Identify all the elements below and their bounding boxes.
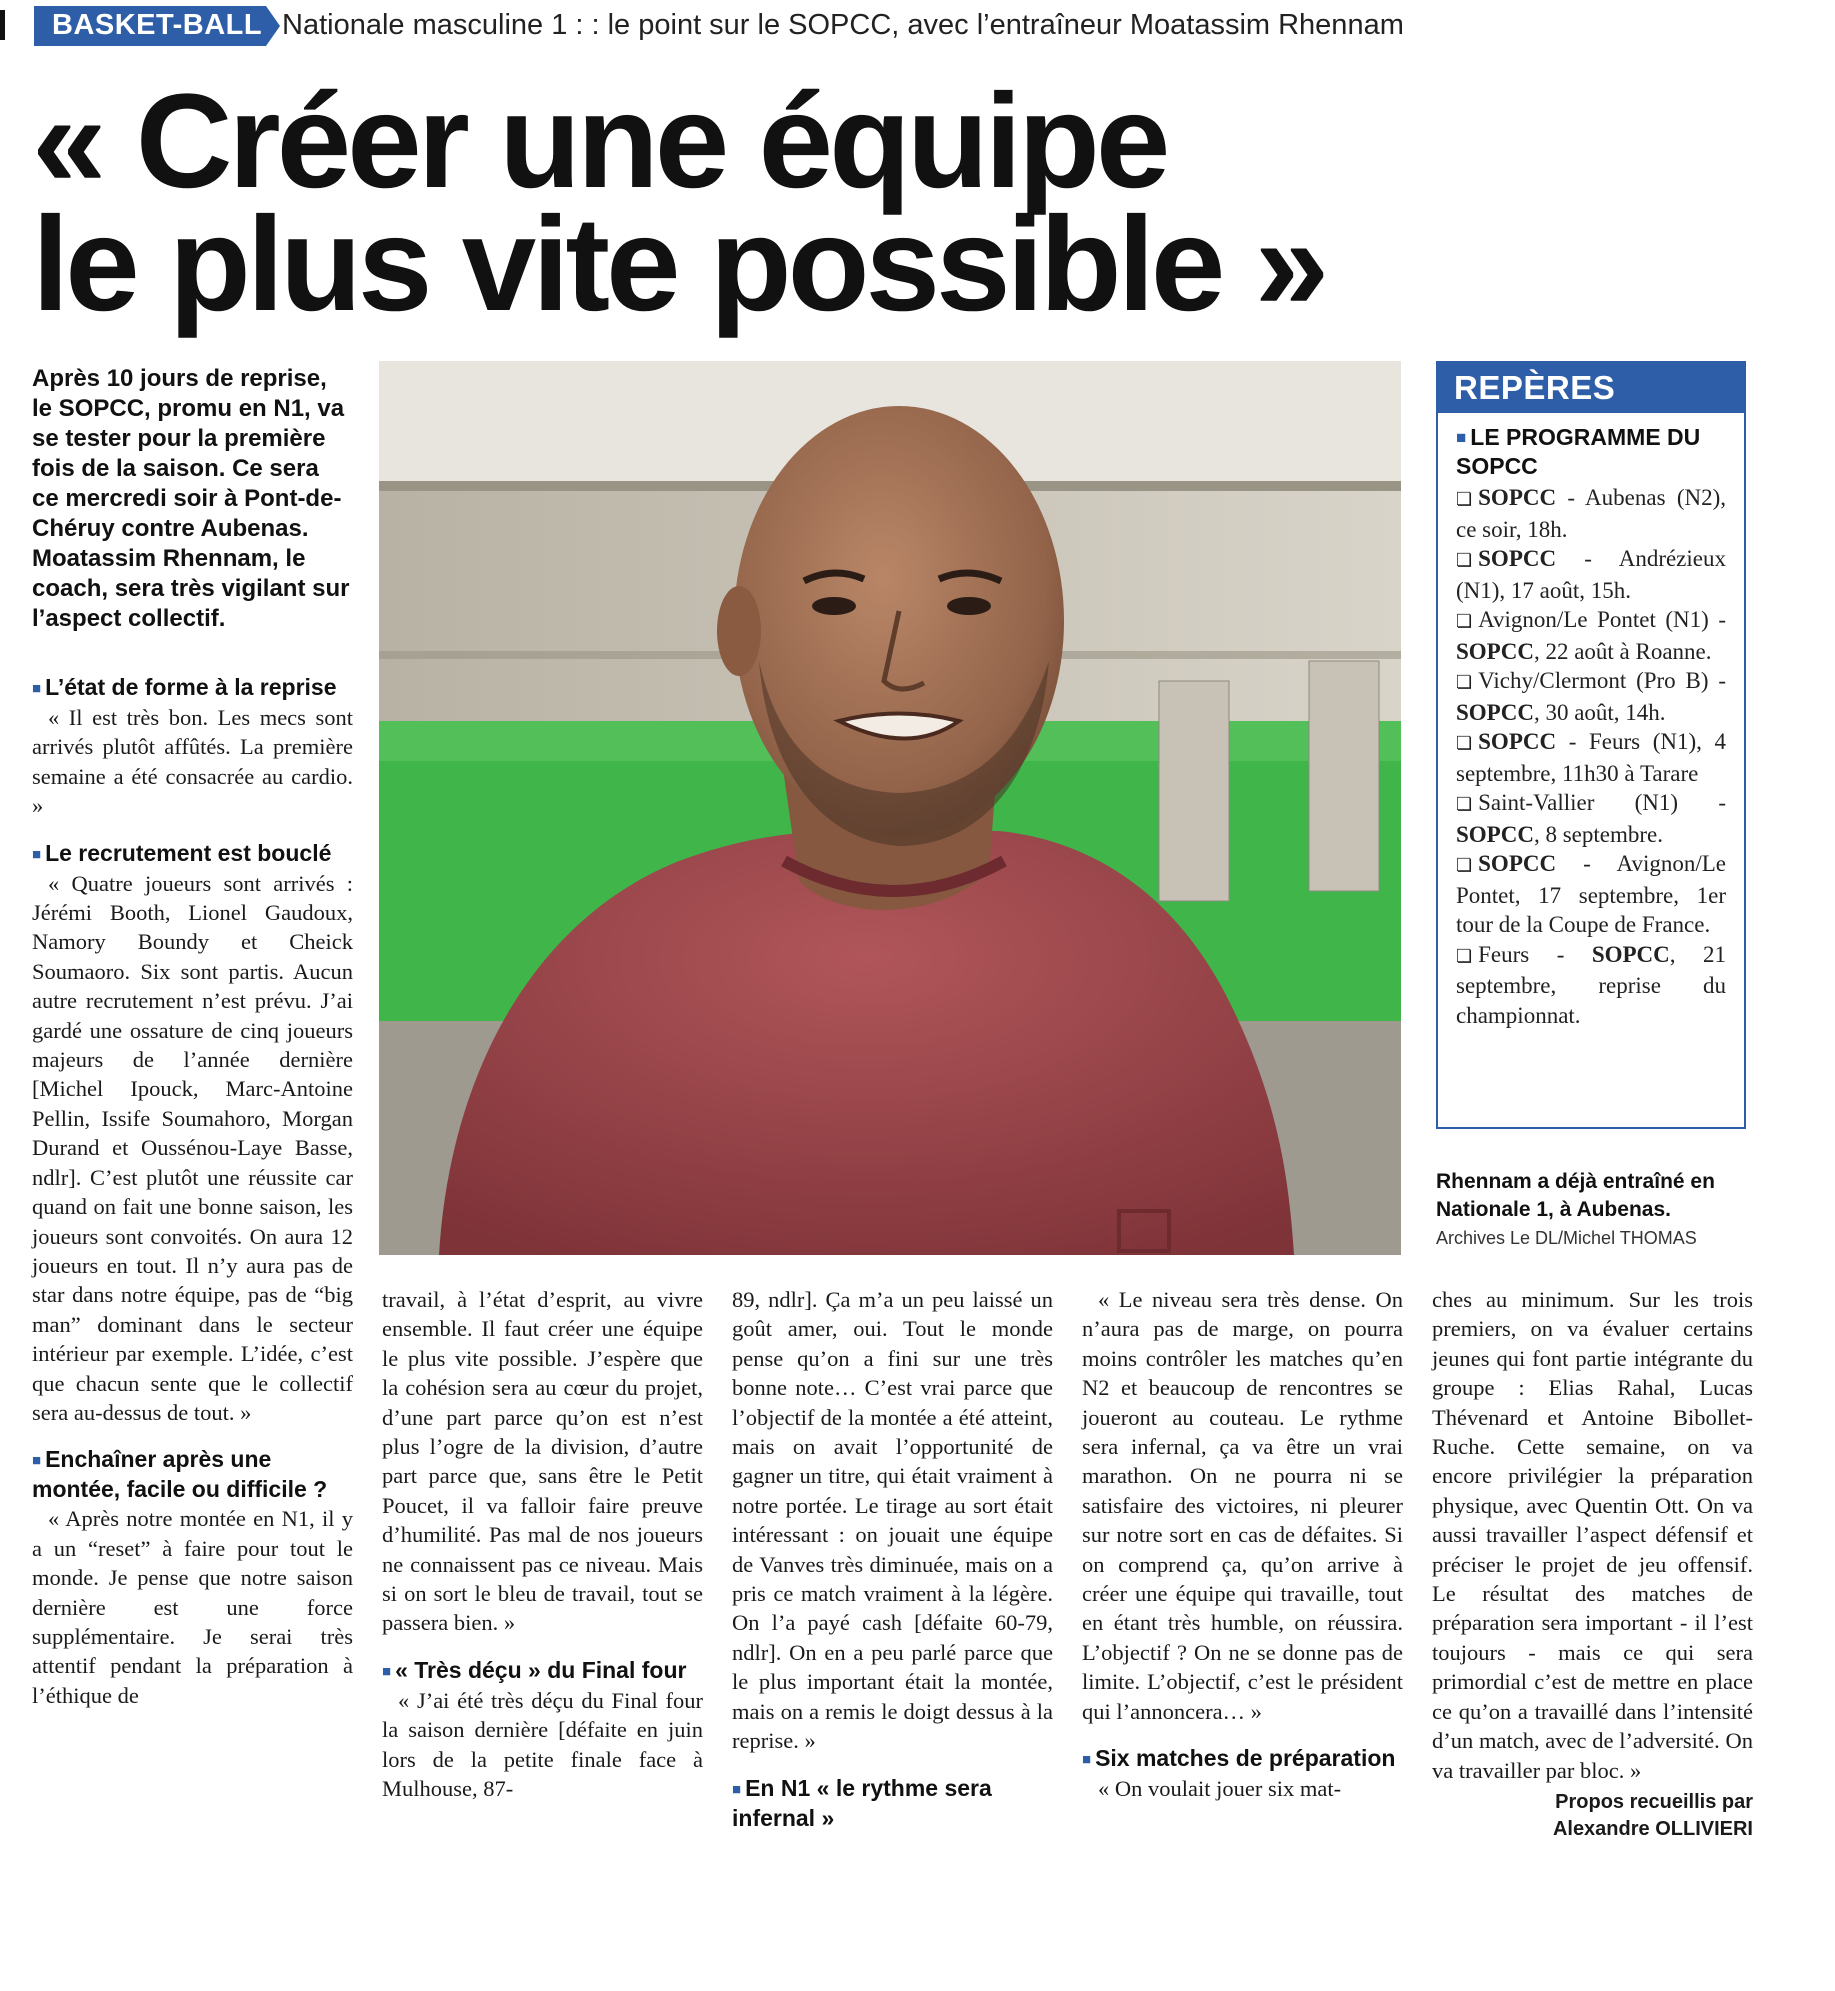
- program-item-text: , 30 août, 14h.: [1533, 699, 1666, 725]
- paragraph-continued: ches au minimum. Sur les trois premiers, on va évaluer certains jeunes qui font partie intégrante du groupe : Elias Rahal, Lucas Thévenard et Antoine Bibollet-Ruche. Cette semaine, on va encore privilégier la préparation physique, avec Quentin Ott. On va aussi travailler l’aspect défensif et préciser le projet de jeu offensif. Le résultat des matches de préparation sera important - il l’est toujours - mais ce qui sera primordial c’est de mettre en place ce qu’on a travaillé dans l’intensité d’un match, avec de l’adversité. On va travailler par bloc. »: [1432, 1287, 1753, 1783]
- program-item: [1456, 605, 1726, 666]
- paragraph-continued: 89, ndlr]. Ça m’a un peu laissé un goût amer, oui. Tout le monde pense qu’on a fini sur une très bonne note… C’est vrai parce que l’objectif de la montée a été atteint, mais on avait l’opportunité de gagner un titre, qui était vraiment à notre portée. Le tirage au sort était intéressant : on jouait une équipe de Vanves très diminuée, mais on a pris ce match vraiment à la légère. On l’a payé cash [défaite 60-79, ndlr]. On en a peu parlé parce que le plus important était la montée, mais on a remis le doigt dessus à la reprise. »: [732, 1287, 1053, 1754]
- program-item-team: SOPCC: [1591, 941, 1670, 967]
- section-heading: [32, 839, 353, 869]
- program-item-text: Saint-Vallier (N1) -: [1478, 790, 1726, 815]
- section-heading: [732, 1774, 1053, 1833]
- headline-line-1: « Créer une équipe: [32, 67, 1167, 216]
- section-tag-label: BASKET-BALL: [52, 9, 263, 41]
- section-heading-text: L’état de forme à la reprise: [45, 674, 337, 700]
- program-item-text: - Avignon/Le Pontet, 17 septembre, 1er tour de la Coupe de France.: [1456, 851, 1726, 937]
- paragraph: « Le niveau sera très dense. On n’aura pas de marge, on pourra moins contrôler les matches qu’en N2 et beaucoup de rencontres se joueront au couteau. Le rythme sera infernal, ça va être un vrai marathon. On ne pourra ni se satisfaire des victoires, ni pleurer sur notre sort en cas de défaites. Si on comprend ça, qu’on arrive à créer une équipe qui travaille, tout en étant très humble, on réussira. L’objectif ? On ne se donne pas de limite. L’objectif, c’est le président qui l’annoncera… »: [1082, 1287, 1403, 1724]
- reperes-header: [1438, 363, 1744, 413]
- program-item: [1456, 666, 1726, 727]
- paragraph-continued: travail, à l’état d’esprit, au vivre ensemble. Il faut créer une équipe le plus vite possible. J’espère que la cohésion sera au cœur du projet, d’une part parce qu’on est n’est plus l’ogre de la division, d’autre part parce que, sans être le Petit Poucet, il va falloir faire preuve d’humilité. Pas mal de nos joueurs ne connaissent pas ce niveau. Mais si on sort le bleu de travail, tout se passera bien. »: [382, 1287, 703, 1636]
- column-2: [382, 1285, 703, 1804]
- checkbox-outline-icon: ❏: [1456, 794, 1473, 815]
- coach-photo: [379, 361, 1401, 1255]
- program-item-text: - Feurs (N1), 4 septembre, 11h30 à Tarare: [1456, 729, 1726, 786]
- section-heading-text: Le recrutement est bouclé: [45, 839, 332, 866]
- square-bullet-icon: ■: [32, 845, 42, 863]
- caption-text: Rhennam a déjà entraîné en Nationale 1, à Aubenas.: [1436, 1170, 1715, 1221]
- section-heading-text: Six matches de préparation: [1095, 1745, 1396, 1772]
- program-item-team: SOPCC: [1478, 729, 1557, 754]
- article-lede: Après 10 jours de reprise, le SOPCC, promu en N1, va se tester pour la première fois de la saison. Ce sera ce mercredi soir à Pont-de-Chéruy contre Aubenas. Moatassim Rhennam, le coach, sera très vigilant sur l’aspect collectif.: [32, 365, 350, 632]
- paragraph: « On voulait jouer six mat-: [1098, 1776, 1342, 1802]
- checkbox-outline-icon: ❏: [1456, 945, 1473, 967]
- program-item: [1456, 788, 1726, 849]
- page-edge-mark: [0, 10, 5, 40]
- program-item-team: SOPCC: [1456, 638, 1534, 664]
- section-heading: [32, 673, 353, 703]
- kicker-subtitle: Nationale masculine 1 : : le point sur le SOPCC, avec l’entraîneur Moatassim Rhennam: [282, 9, 1404, 41]
- program-item-team: SOPCC: [1478, 851, 1557, 876]
- column-4: [1082, 1285, 1403, 1804]
- square-bullet-icon: ■: [32, 1452, 42, 1470]
- square-bullet-icon: ■: [382, 1662, 392, 1680]
- square-bullet-icon: ■: [32, 680, 42, 697]
- program-item-text: - Andrézieux (N1), 17 août, 15h.: [1456, 546, 1726, 603]
- signature-line-2: Alexandre OLLIVIERI: [1552, 1817, 1753, 1840]
- headline-line-2: le plus vite possible »: [32, 190, 1326, 339]
- program-item-text: , 8 septembre.: [1533, 821, 1663, 847]
- program-title: [1456, 423, 1726, 481]
- square-bullet-icon: ■: [1082, 1751, 1092, 1769]
- section-heading: [32, 1445, 353, 1504]
- section-heading: [382, 1656, 703, 1686]
- reperes-box: [1436, 361, 1746, 1129]
- section-tag: [34, 6, 266, 46]
- section-heading: [1082, 1744, 1403, 1774]
- coach-photo-illustration: [379, 361, 1401, 1255]
- program-item-text: Feurs -: [1478, 941, 1592, 967]
- program-item-team: SOPCC: [1478, 546, 1557, 571]
- square-bullet-icon: ■: [732, 1780, 742, 1798]
- reperes-body: [1438, 413, 1744, 1030]
- program-item-text: Avignon/Le Pontet (N1) -: [1478, 607, 1726, 632]
- program-item-team: SOPCC: [1456, 821, 1534, 847]
- program-item-team: SOPCC: [1478, 485, 1557, 510]
- paragraph: « Après notre montée en N1, il y a un “reset” à faire pour tout le monde. Je pense que notre saison dernière est une force supplémentaire. Je serai très attentif pendant la préparation à l’éthique de: [32, 1506, 353, 1708]
- kicker-bar: [0, 6, 1835, 46]
- paragraph: « Il est très bon. Les mecs sont arrivés plutôt affûtés. La première semaine a été consacrée au cardio. »: [32, 705, 353, 819]
- section-heading-text: Enchaîner après une montée, facile ou difficile ?: [32, 1446, 328, 1503]
- program-item: [1456, 483, 1726, 544]
- program-item: [1456, 940, 1726, 1031]
- reperes-title: REPÈRES: [1454, 369, 1616, 406]
- square-bullet-icon: ■: [1456, 428, 1467, 447]
- section-heading-text: « Très déçu » du Final four: [395, 1656, 687, 1683]
- program-list: [1456, 483, 1726, 1030]
- program-title-text: LE PROGRAMME DU SOPCC: [1456, 424, 1701, 479]
- program-item: [1456, 727, 1726, 788]
- program-item-text: , 22 août à Roanne.: [1533, 638, 1712, 664]
- program-item-text: Vichy/Clermont (Pro B) -: [1478, 668, 1726, 693]
- column-5: [1432, 1285, 1753, 1843]
- paragraph: « J’ai été très déçu du Final four la saison dernière [défaite en juin lors de la petite finale face à Mulhouse, 87-: [382, 1687, 703, 1802]
- checkbox-outline-icon: ❏: [1456, 489, 1473, 510]
- column-3: [732, 1285, 1053, 1833]
- program-item: [1456, 849, 1726, 940]
- checkbox-outline-icon: ❏: [1456, 672, 1473, 693]
- caption-credit: Archives Le DL/Michel THOMAS: [1436, 1228, 1697, 1248]
- checkbox-outline-icon: ❏: [1456, 733, 1473, 754]
- checkbox-outline-icon: ❏: [1456, 855, 1473, 876]
- program-item-text: - Aubenas (N2), ce soir, 18h.: [1456, 485, 1726, 542]
- paragraph: « Quatre joueurs sont arrivés : Jérémi Booth, Lionel Gaudoux, Namory Boundy et Cheick Soumaoro. Six sont partis. Aucun autre recrutement n’est prévu. J’ai gardé une ossature de cinq joueurs majeurs de l’année dernière [Michel Ipouck, Marc-Antoine Pellin, Issife Soumahoro, Morgan Durand et Oussénou-Laye Basse, ndlr]. C’est plutôt une réussite car quand on fait une bonne saison, les joueurs sont convoités. On aura 12 joueurs en tout. Il n’y aura pas de star dans notre équipe, pas de “big man” dominant dans le secteur intérieur par exemple. L’idée, c’est que chacun sente que le collectif sera au-dessus de tout. »: [32, 870, 353, 1425]
- checkbox-outline-icon: ❏: [1456, 611, 1473, 632]
- photo-caption: [1436, 1168, 1756, 1252]
- signature-line-1: Propos recueillis par: [1555, 1790, 1753, 1813]
- section-heading-text: En N1 « le rythme sera infernal »: [732, 1774, 992, 1831]
- program-item: [1456, 544, 1726, 605]
- program-item-text: , 21 septembre, reprise du championnat.: [1456, 941, 1726, 1028]
- column-1: [32, 673, 353, 1710]
- program-item-team: SOPCC: [1456, 699, 1534, 725]
- checkbox-outline-icon: ❏: [1456, 550, 1473, 571]
